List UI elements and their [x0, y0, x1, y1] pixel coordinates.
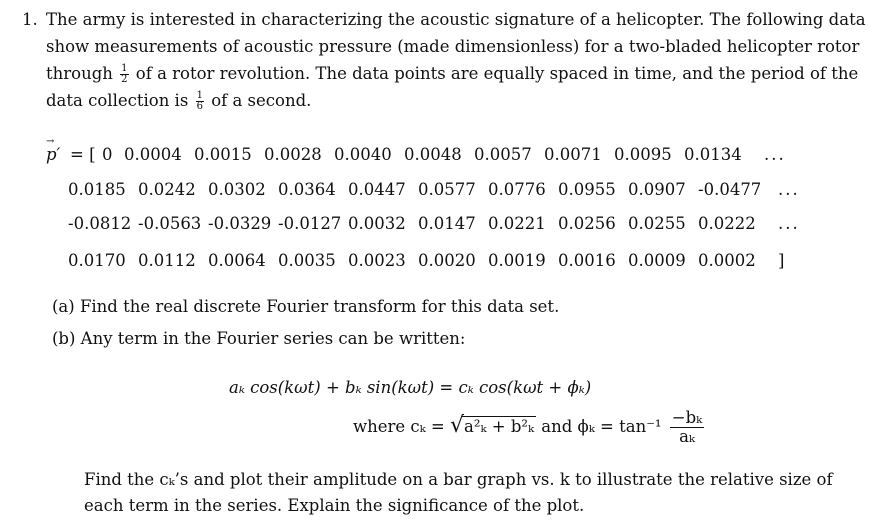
data-value: 0.0364: [278, 180, 336, 199]
data-value: -0.0812: [68, 214, 132, 233]
intro-line-3-start: through: [46, 64, 113, 83]
data-row-4: [68, 251, 786, 270]
data-value: 0.0907: [628, 180, 686, 199]
data-value: 0.0302: [208, 180, 266, 199]
data-value: 0.0134: [684, 145, 742, 164]
data-value: 0.0040: [334, 145, 392, 164]
intro-line-1: The army is interested in characterizing the acoustic signature of a helicopter. The following data: [46, 10, 866, 29]
data-value: 0.0020: [418, 251, 476, 270]
where-ck-label: where cₖ =: [353, 417, 445, 436]
data-value: -0.0477: [698, 180, 762, 199]
data-row-3: [68, 214, 800, 233]
data-value: 0.0256: [558, 214, 616, 233]
intro-line-4: [46, 91, 311, 112]
phase-fraction: $\frac{\text{−bₖ}}{\text{aₖ}}$: [671, 408, 703, 446]
data-value: 0.0064: [208, 251, 266, 270]
data-value: 0.0776: [488, 180, 546, 199]
data-row-2: [68, 180, 800, 199]
data-value: 0.0028: [264, 145, 322, 164]
part-a: (a) Find the real discrete Fourier transform for this data set.: [52, 297, 560, 316]
problem-number: 1.: [22, 10, 38, 29]
fourier-term-equation: aₖ cos(kωt) + bₖ sin(kωt) = cₖ cos(kωt + ϕₖ): [229, 378, 592, 397]
continuation-dots: ...: [778, 180, 800, 199]
data-value: 0.0095: [614, 145, 672, 164]
data-value: 0.0035: [278, 251, 336, 270]
data-value: 0.0048: [404, 145, 462, 164]
data-value: 0.0071: [544, 145, 602, 164]
data-value: 0.0170: [68, 251, 126, 270]
data-value: 0.0009: [628, 251, 686, 270]
data-value: 0.0242: [138, 180, 196, 199]
data-value: 0: [102, 145, 113, 164]
data-value: 0.0032: [348, 214, 406, 233]
vector-open-bracket: = [: [70, 145, 96, 164]
data-value: 0.0447: [348, 180, 406, 199]
intro-line-3: [46, 64, 858, 85]
data-value: 0.0019: [488, 251, 546, 270]
data-value: -0.0563: [138, 214, 202, 233]
amplitude-phase-definitions: [353, 409, 704, 446]
part-b: (b) Any term in the Fourier series can be written:: [52, 329, 466, 348]
data-value: 0.0185: [68, 180, 126, 199]
data-value: 0.0222: [698, 214, 756, 233]
data-row-1: [102, 145, 786, 164]
data-value: -0.0329: [208, 214, 272, 233]
continuation-dots: ...: [764, 145, 786, 164]
intro-line-3-end: of a rotor revolution. The data points are equally spaced in time, and the period of the: [135, 64, 859, 83]
vector-close-bracket: ]: [778, 251, 787, 270]
intro-line-2: show measurements of acoustic pressure (made dimensionless) for a two-bladed helicopter rotor: [46, 37, 860, 56]
sqrt-content: a²ₖ + b²ₖ: [464, 417, 535, 436]
data-value: 0.0255: [628, 214, 686, 233]
data-value: 0.0004: [124, 145, 182, 164]
closing-line-2: each term in the series. Explain the significance of the plot.: [84, 496, 585, 515]
vector-arrow-icon: →: [46, 136, 55, 147]
data-value: 0.0577: [418, 180, 476, 199]
data-value: 0.0016: [558, 251, 616, 270]
data-value: 0.0057: [474, 145, 532, 164]
closing-line-1: Find the cₖ’s and plot their amplitude on a bar graph vs. k to illustrate the relative size of: [84, 470, 833, 489]
and-phi-label: and ϕₖ = tan⁻¹: [541, 417, 662, 436]
fraction-one-half: $\frac{1}{2}$: [121, 63, 128, 85]
fraction-one-sixth: $\frac{1}{6}$: [196, 90, 203, 112]
data-value: 0.0002: [698, 251, 756, 270]
data-value: 0.0015: [194, 145, 252, 164]
data-value: 0.0112: [138, 251, 196, 270]
intro-line-4-end: of a second.: [211, 91, 312, 110]
intro-line-4-start: data collection is: [46, 91, 189, 110]
data-value: 0.0147: [418, 214, 476, 233]
data-value: -0.0127: [278, 214, 342, 233]
data-value: 0.0023: [348, 251, 406, 270]
data-value: 0.0221: [488, 214, 546, 233]
sqrt-symbol-icon: √: [450, 413, 465, 438]
pressure-vector-symbol: → p′: [46, 136, 61, 164]
data-value: 0.0955: [558, 180, 616, 199]
continuation-dots: ...: [778, 214, 800, 233]
